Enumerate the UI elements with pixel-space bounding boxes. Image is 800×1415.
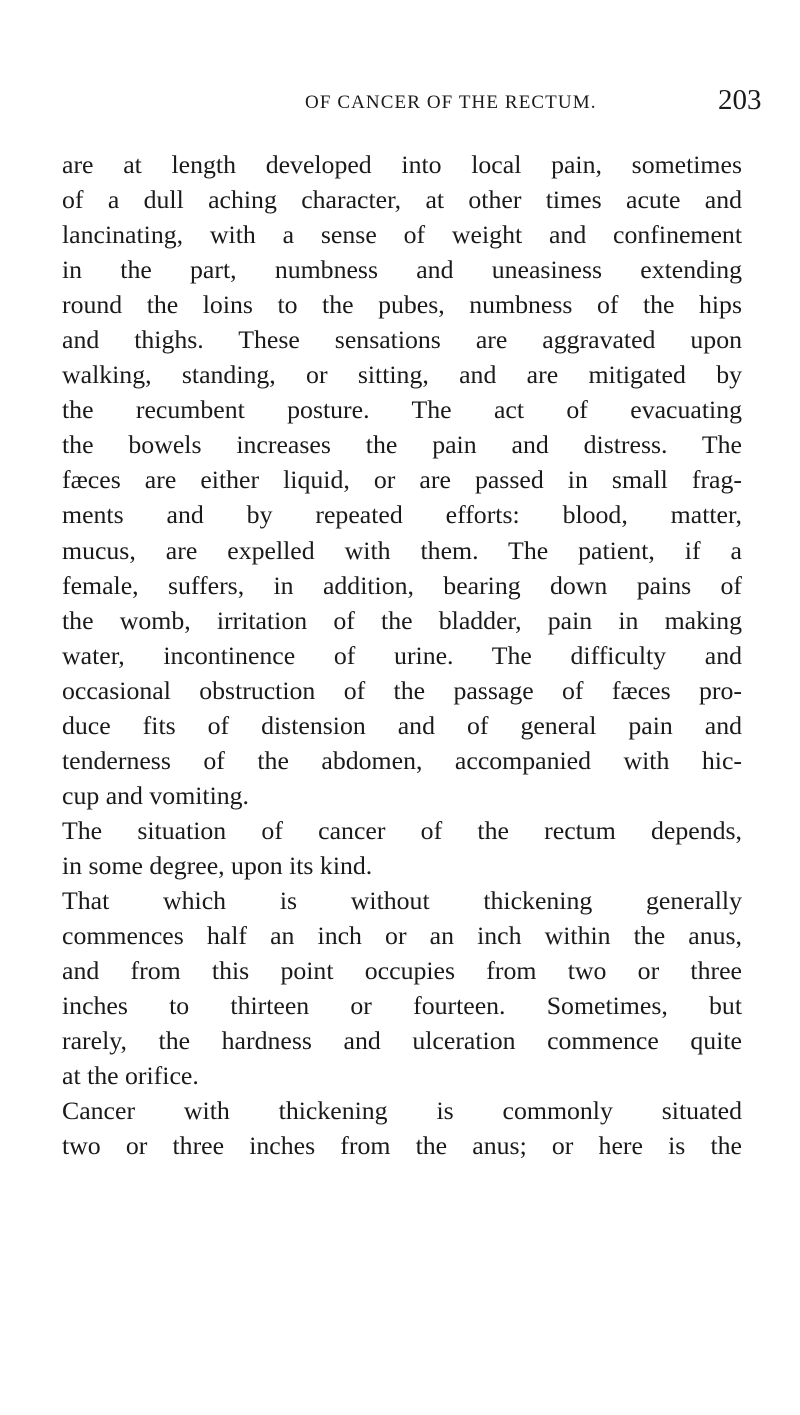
text-line: tenderness of the abdomen, accompanied with hic-	[62, 745, 742, 775]
page-number: 203	[718, 84, 762, 116]
text-line: the recumbent posture. The act of evacuating	[62, 395, 742, 425]
text-line: The situation of cancer of the rectum depends,	[62, 815, 742, 845]
text-line: duce fits of distension and of general pain and	[62, 710, 742, 740]
paragraph	[62, 813, 742, 883]
text-line: fæces are either liquid, or are passed in small frag-	[62, 465, 742, 495]
text-line: in the part, numbness and uneasiness extending	[62, 255, 742, 285]
body-text	[62, 147, 742, 1163]
text-line: two or three inches from the anus; or here is the	[62, 1131, 742, 1161]
text-line: the bowels increases the pain and distress. The	[62, 430, 742, 460]
text-line: That which is without thickening generally	[62, 885, 742, 915]
text-line: occasional obstruction of the passage of fæces pro-	[62, 675, 742, 705]
text-line: ments and by repeated efforts: blood, matter,	[62, 500, 742, 530]
text-line: and thighs. These sensations are aggravated upon	[62, 325, 742, 355]
text-line: round the loins to the pubes, numbness of the hips	[62, 290, 742, 320]
text-line: lancinating, with a sense of weight and confinement	[62, 220, 742, 250]
page-header	[0, 84, 800, 124]
text-line: female, suffers, in addition, bearing down pains of	[62, 570, 742, 600]
text-line: mucus, are expelled with them. The patient, if a	[62, 535, 742, 565]
text-line: and from this point occupies from two or three	[62, 956, 742, 986]
running-head: OF CANCER OF THE RECTUM.	[305, 92, 597, 113]
text-line: in some degree, upon its kind.	[62, 850, 373, 880]
paragraph	[62, 1093, 742, 1163]
paragraph	[62, 883, 742, 1093]
text-line: are at length developed into local pain, sometimes	[62, 150, 742, 179]
text-line: inches to thirteen or fourteen. Sometimes, but	[62, 991, 742, 1021]
text-line: walking, standing, or sitting, and are mitigated by	[62, 360, 742, 390]
text-line: commences half an inch or an inch within the anus,	[62, 921, 742, 951]
text-line: Cancer with thickening is commonly situated	[62, 1096, 742, 1126]
text-line: at the orifice.	[62, 1061, 199, 1091]
text-line: rarely, the hardness and ulceration commence quite	[62, 1026, 742, 1056]
text-line: water, incontinence of urine. The difficulty and	[62, 640, 742, 670]
text-line: of a dull aching character, at other times acute and	[62, 185, 742, 215]
text-line: the womb, irritation of the bladder, pain in making	[62, 605, 742, 635]
text-line: cup and vomiting.	[62, 780, 250, 810]
paragraph	[62, 147, 742, 813]
